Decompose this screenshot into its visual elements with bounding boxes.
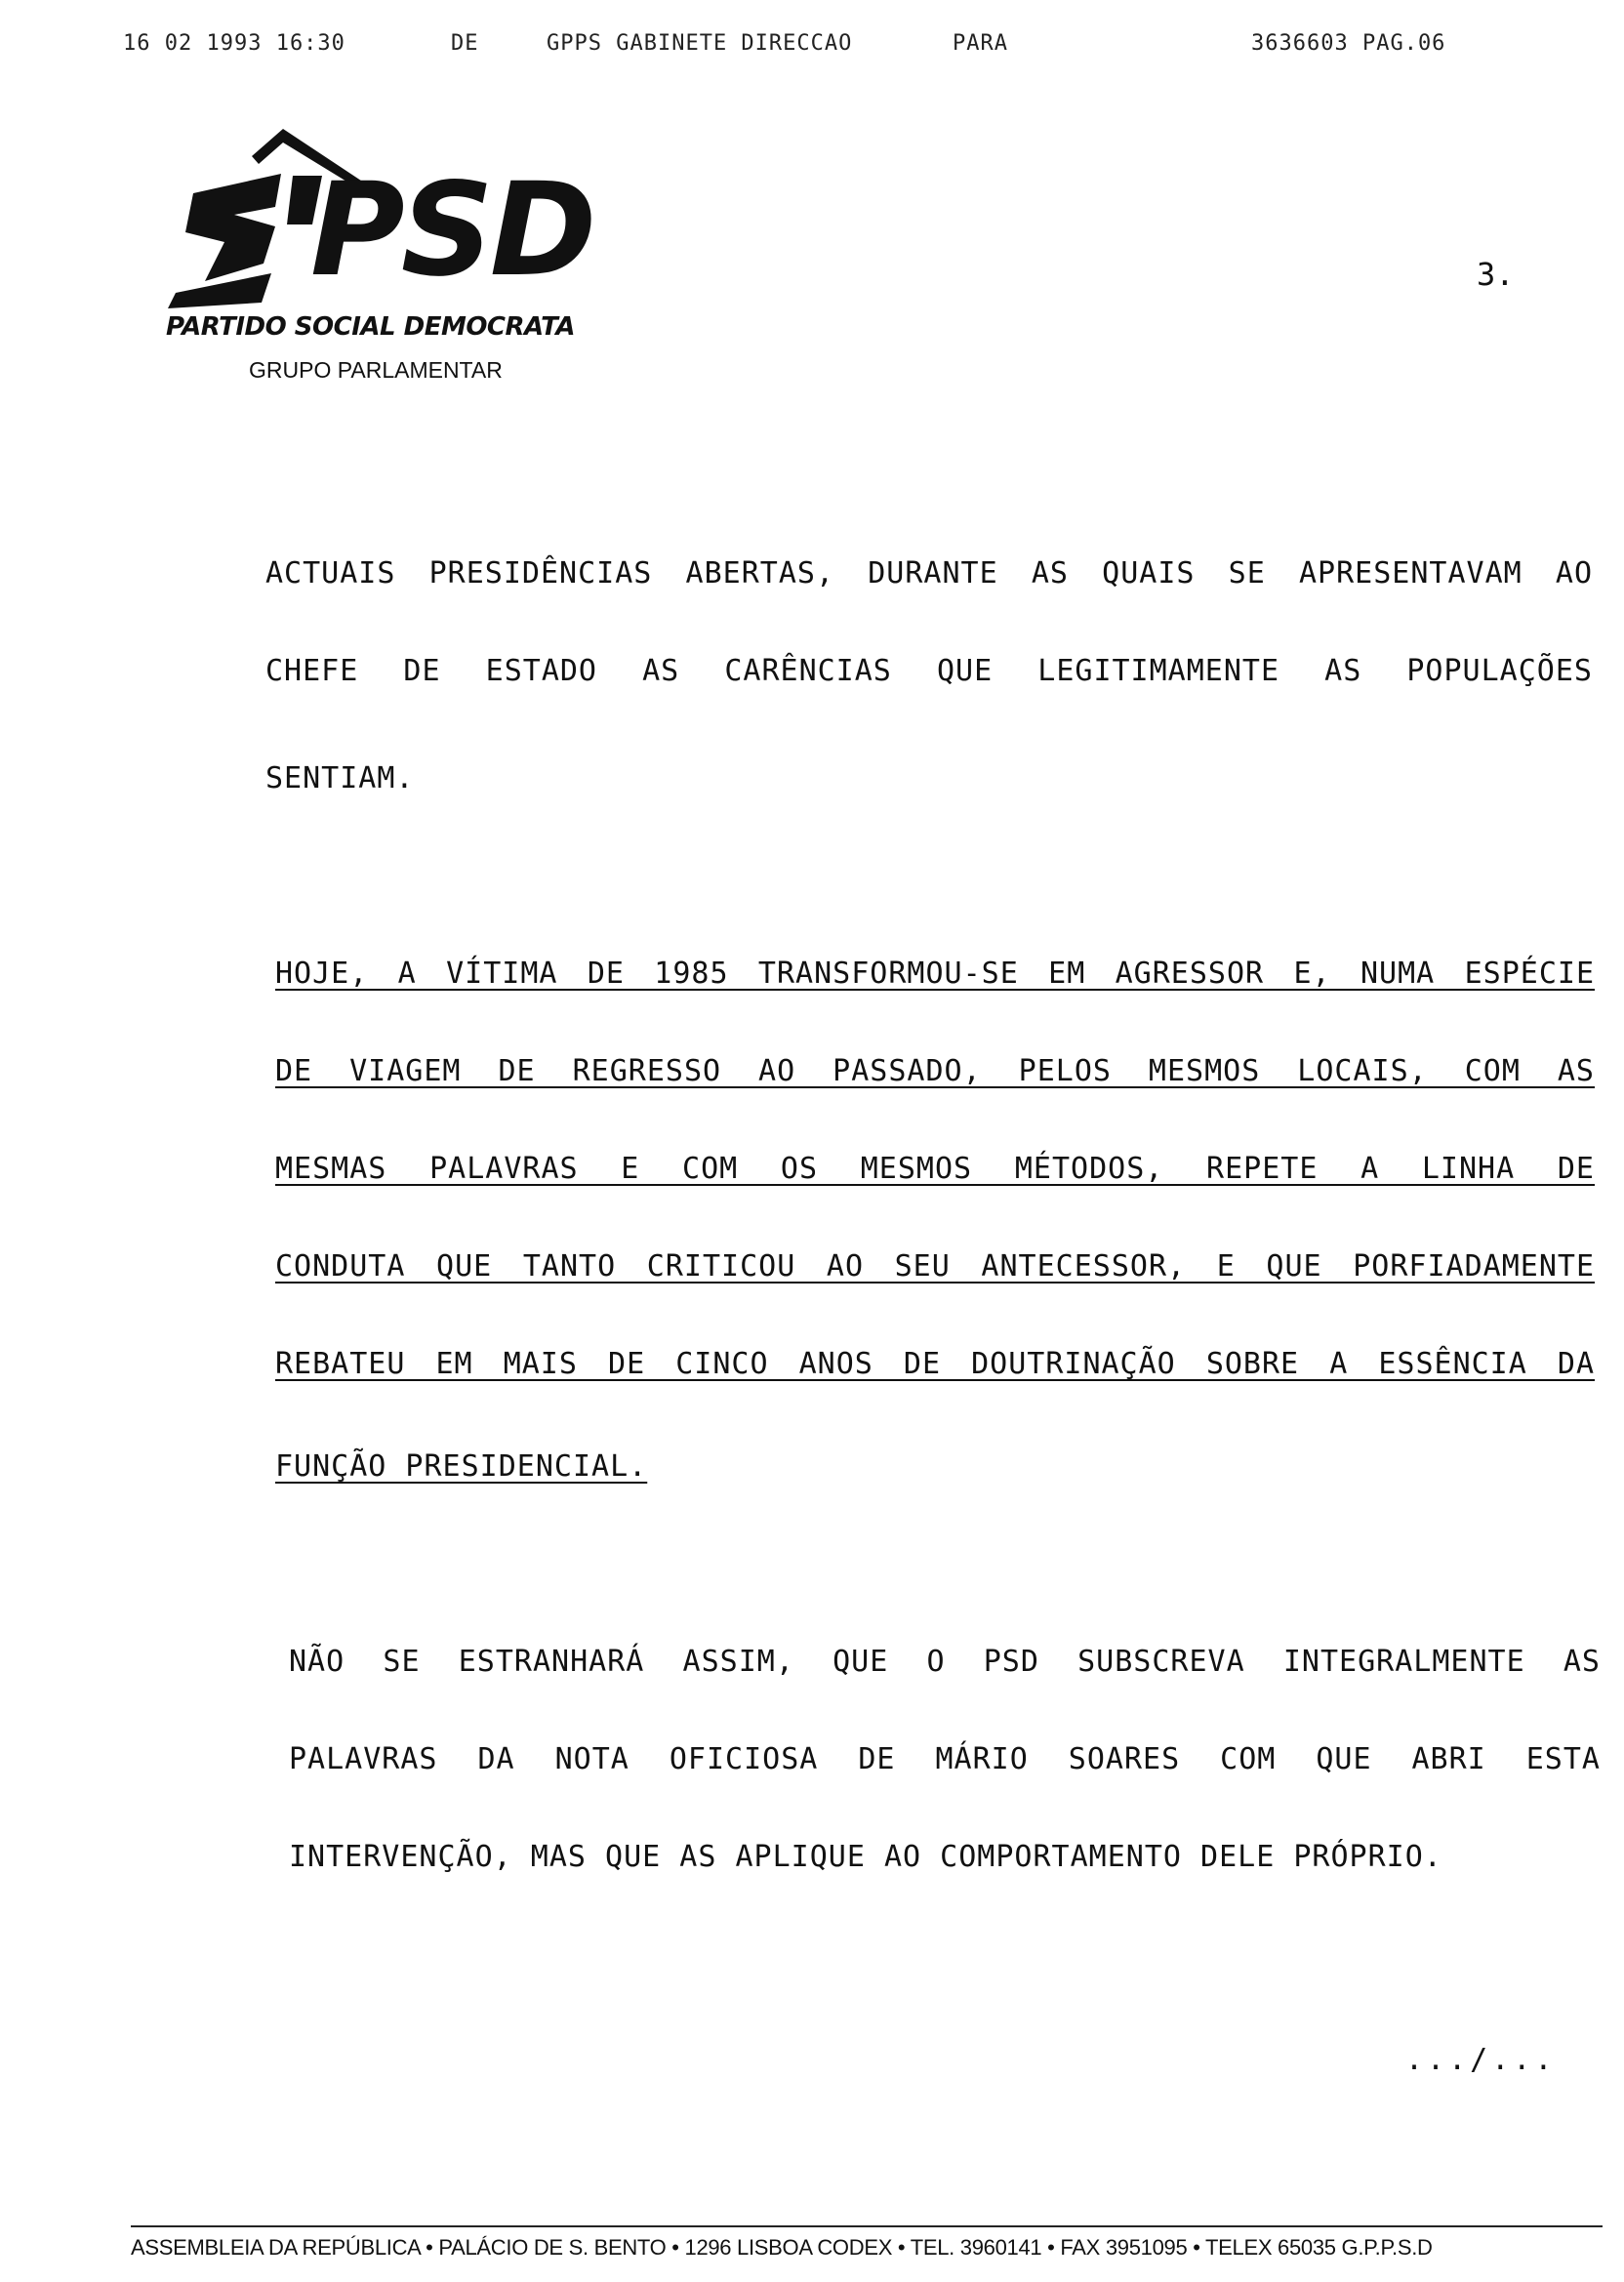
fax-sender: GPPS GABINETE DIRECCAO bbox=[547, 31, 853, 56]
continuation-mark: .../... bbox=[1405, 2043, 1557, 2077]
text-line: INTERVENÇÃO, MAS QUE AS APLIQUE AO COMPORTAMENTO DELE PRÓPRIO. bbox=[289, 1840, 1442, 1874]
fax-header bbox=[0, 31, 1624, 70]
text-line: REBATEU EM MAIS DE CINCO ANOS DE DOUTRINAÇÃO SOBRE A ESSÊNCIA DA bbox=[275, 1347, 1595, 1381]
logo-wordmark: PSD bbox=[310, 155, 593, 306]
text-line: CHEFE DE ESTADO AS CARÊNCIAS QUE LEGITIMAMENTE AS POPULAÇÕES bbox=[265, 654, 1593, 688]
fax-de-label: DE bbox=[451, 31, 479, 56]
text-line: SENTIAM. bbox=[265, 761, 415, 795]
footer-divider bbox=[131, 2225, 1603, 2227]
footer-address: ASSEMBLEIA DA REPÚBLICA • PALÁCIO DE S. BENTO • 1296 LISBOA CODEX • TEL. 3960141 • FAX 3951095 • TELEX 65035 G.P.P.S.D bbox=[131, 2235, 1433, 2260]
fax-date-time: 16 02 1993 16:30 bbox=[123, 31, 345, 56]
party-name: PARTIDO SOCIAL DEMOCRATA bbox=[166, 312, 576, 342]
page-number: 3. bbox=[1477, 256, 1515, 293]
text-line: MESMAS PALAVRAS E COM OS MESMOS MÉTODOS, REPETE A LINHA DE bbox=[275, 1152, 1595, 1186]
group-name: GRUPO PARLAMENTAR bbox=[249, 357, 503, 383]
text-line: PALAVRAS DA NOTA OFICIOSA DE MÁRIO SOARES COM QUE ABRI ESTA bbox=[289, 1742, 1601, 1776]
fax-para-label: PARA bbox=[953, 31, 1008, 56]
text-line: NÃO SE ESTRANHARÁ ASSIM, QUE O PSD SUBSCREVA INTEGRALMENTE AS bbox=[289, 1645, 1601, 1679]
text-line: CONDUTA QUE TANTO CRITICOU AO SEU ANTECESSOR, E QUE PORFIADAMENTE bbox=[275, 1249, 1595, 1284]
text-line: HOJE, A VÍTIMA DE 1985 TRANSFORMOU-SE EM AGRESSOR E, NUMA ESPÉCIE bbox=[275, 957, 1595, 991]
text-line: FUNÇÃO PRESIDENCIAL. bbox=[275, 1449, 648, 1484]
text-line: ACTUAIS PRESIDÊNCIAS ABERTAS, DURANTE AS QUAIS SE APRESENTAVAM AO bbox=[265, 556, 1593, 591]
fax-number-page: 3636603 PAG.06 bbox=[1251, 31, 1446, 56]
psd-logo bbox=[166, 117, 654, 390]
text-line: DE VIAGEM DE REGRESSO AO PASSADO, PELOS MESMOS LOCAIS, COM AS bbox=[275, 1054, 1595, 1088]
